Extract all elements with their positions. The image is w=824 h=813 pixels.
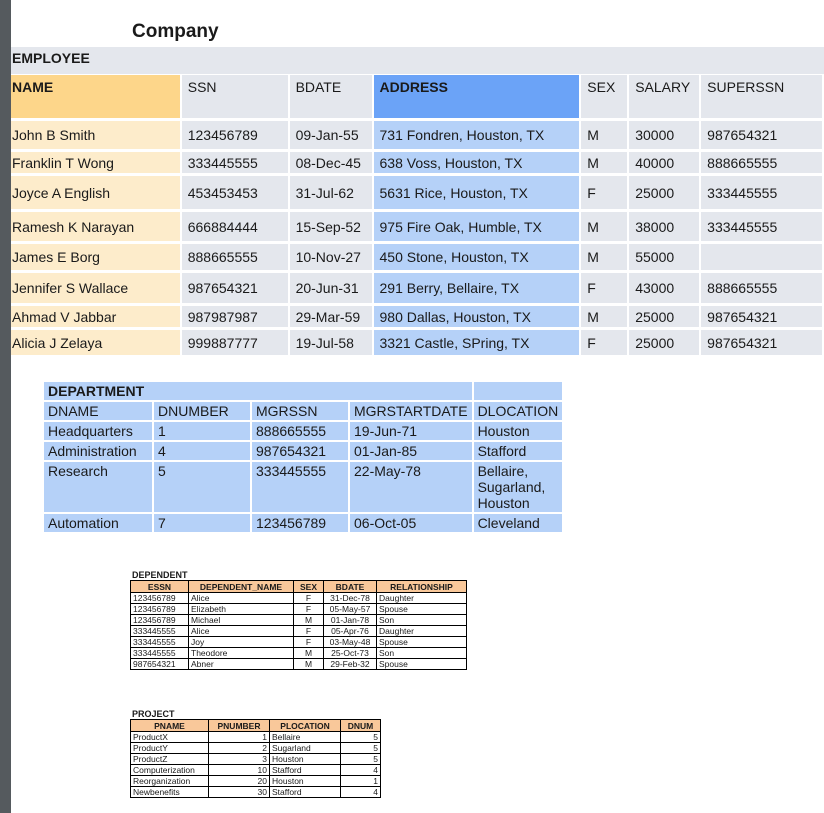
project-cell: 1	[209, 732, 270, 743]
project-row	[131, 787, 381, 798]
project-row	[131, 732, 381, 743]
page-title: Company	[132, 21, 219, 42]
employee-cell: 999887777	[181, 329, 289, 357]
employee-cell: 40000	[628, 151, 700, 175]
project-header-cell: PNUMBER	[209, 720, 270, 732]
department-header-cell: MGRSTARTDATE	[349, 401, 473, 421]
employee-row	[11, 120, 823, 151]
dependent-header-cell: DEPENDENT_NAME	[189, 581, 294, 593]
employee-row	[11, 329, 823, 357]
employee-cell: 25000	[628, 305, 700, 329]
employee-cell: John B Smith	[11, 120, 181, 151]
dependent-cell: Michael	[189, 615, 294, 626]
dependent-cell: 333445555	[131, 648, 189, 659]
employee-cell: Alicia J Zelaya	[11, 329, 181, 357]
department-row	[43, 461, 563, 513]
employee-cell: M	[580, 305, 628, 329]
employee-cell: 450 Stone, Houston, TX	[373, 243, 581, 272]
dependent-row	[131, 593, 467, 604]
employee-header-cell: ADDRESS	[373, 75, 581, 120]
department-cell: 333445555	[251, 461, 349, 513]
employee-row	[11, 272, 823, 305]
dependent-cell: 05-Apr-76	[324, 626, 377, 637]
project-table-title: PROJECT	[132, 709, 175, 719]
department-title-spacer	[473, 381, 564, 401]
department-cell: 01-Jan-85	[349, 441, 473, 461]
dependent-cell: M	[294, 648, 324, 659]
employee-cell: 09-Jan-55	[289, 120, 373, 151]
employee-cell: Joyce A English	[11, 175, 181, 211]
dependent-table-title: DEPENDENT	[132, 570, 188, 580]
employee-cell: Ramesh K Narayan	[11, 211, 181, 243]
employee-cell: Franklin T Wong	[11, 151, 181, 175]
project-cell: Stafford	[270, 765, 341, 776]
dependent-table	[130, 580, 467, 670]
employee-cell: 123456789	[181, 120, 289, 151]
employee-cell: 15-Sep-52	[289, 211, 373, 243]
department-cell: 1	[153, 421, 251, 441]
dependent-row	[131, 637, 467, 648]
department-title-row	[43, 381, 563, 401]
employee-cell: 987654321	[700, 120, 823, 151]
project-header-cell: PLOCATION	[270, 720, 341, 732]
project-cell: Reorganization	[131, 776, 209, 787]
dependent-cell: Abner	[189, 659, 294, 670]
department-cell: 7	[153, 513, 251, 533]
employee-cell: M	[580, 120, 628, 151]
dependent-header-cell: ESSN	[131, 581, 189, 593]
department-table-title: DEPARTMENT	[43, 381, 473, 401]
department-cell: 5	[153, 461, 251, 513]
dependent-cell: Son	[377, 615, 467, 626]
employee-header-cell: NAME	[11, 75, 181, 120]
department-cell: 4	[153, 441, 251, 461]
dependent-cell: Theodore	[189, 648, 294, 659]
employee-cell: Jennifer S Wallace	[11, 272, 181, 305]
dependent-cell: 123456789	[131, 593, 189, 604]
department-cell: 22-May-78	[349, 461, 473, 513]
department-cell: Stafford	[473, 441, 564, 461]
project-cell: ProductZ	[131, 754, 209, 765]
dependent-row	[131, 615, 467, 626]
employee-cell: 888665555	[700, 151, 823, 175]
department-header-cell: DNUMBER	[153, 401, 251, 421]
employee-cell: 453453453	[181, 175, 289, 211]
employee-cell: 666884444	[181, 211, 289, 243]
project-table	[130, 719, 381, 798]
project-cell: 4	[341, 787, 381, 798]
left-sidebar-edge	[0, 0, 11, 813]
project-cell: Houston	[270, 776, 341, 787]
dependent-cell: F	[294, 637, 324, 648]
dependent-cell: 25-Oct-73	[324, 648, 377, 659]
dependent-cell: Son	[377, 648, 467, 659]
dependent-row	[131, 604, 467, 615]
employee-cell: 975 Fire Oak, Humble, TX	[373, 211, 581, 243]
dependent-cell: Daughter	[377, 626, 467, 637]
project-cell: 5	[341, 743, 381, 754]
employee-cell: 638 Voss, Houston, TX	[373, 151, 581, 175]
employee-cell: F	[580, 272, 628, 305]
department-cell: Bellaire, Sugarland, Houston	[473, 461, 564, 513]
project-cell: Bellaire	[270, 732, 341, 743]
employee-cell: 333445555	[181, 151, 289, 175]
project-cell: 20	[209, 776, 270, 787]
employee-cell: F	[580, 329, 628, 357]
department-row	[43, 421, 563, 441]
project-cell: 1	[341, 776, 381, 787]
project-cell: Sugarland	[270, 743, 341, 754]
employee-cell: 987654321	[700, 305, 823, 329]
department-row	[43, 441, 563, 461]
project-cell: 10	[209, 765, 270, 776]
employee-row	[11, 151, 823, 175]
employee-cell: Ahmad V Jabbar	[11, 305, 181, 329]
project-cell: ProductX	[131, 732, 209, 743]
dependent-cell: M	[294, 615, 324, 626]
department-cell: Cleveland	[473, 513, 564, 533]
dependent-cell: Elizabeth	[189, 604, 294, 615]
dependent-row	[131, 659, 467, 670]
dependent-cell: M	[294, 659, 324, 670]
project-cell: Computerization	[131, 765, 209, 776]
employee-cell: 43000	[628, 272, 700, 305]
employee-header-row	[11, 75, 823, 120]
dependent-cell: 01-Jan-78	[324, 615, 377, 626]
department-header-cell: DLOCATION	[473, 401, 564, 421]
department-cell: Research	[43, 461, 153, 513]
employee-header-cell: BDATE	[289, 75, 373, 120]
dependent-cell: 987654321	[131, 659, 189, 670]
employee-cell: 987987987	[181, 305, 289, 329]
dependent-cell: 123456789	[131, 615, 189, 626]
project-row	[131, 776, 381, 787]
employee-header-cell: SEX	[580, 75, 628, 120]
dependent-cell: Spouse	[377, 604, 467, 615]
dependent-cell: Alice	[189, 626, 294, 637]
employee-header-cell: SUPERSSN	[700, 75, 823, 120]
dependent-cell: Daughter	[377, 593, 467, 604]
employee-cell: 38000	[628, 211, 700, 243]
dependent-cell: Joy	[189, 637, 294, 648]
dependent-header-cell: SEX	[294, 581, 324, 593]
dependent-cell: 333445555	[131, 626, 189, 637]
employee-cell: 5631 Rice, Houston, TX	[373, 175, 581, 211]
project-row	[131, 754, 381, 765]
department-header-cell: DNAME	[43, 401, 153, 421]
department-table	[42, 380, 564, 534]
employee-table	[11, 75, 824, 358]
dependent-cell: 31-Dec-78	[324, 593, 377, 604]
employee-row	[11, 243, 823, 272]
employee-cell: F	[580, 175, 628, 211]
project-header-cell: DNUM	[341, 720, 381, 732]
employee-cell: 731 Fondren, Houston, TX	[373, 120, 581, 151]
department-cell: 19-Jun-71	[349, 421, 473, 441]
dependent-cell: 333445555	[131, 637, 189, 648]
department-cell: 987654321	[251, 441, 349, 461]
dependent-cell: Spouse	[377, 637, 467, 648]
employee-cell: 980 Dallas, Houston, TX	[373, 305, 581, 329]
employee-row	[11, 175, 823, 211]
dependent-cell: 29-Feb-32	[324, 659, 377, 670]
dependent-header-cell: BDATE	[324, 581, 377, 593]
project-cell: Newbenefits	[131, 787, 209, 798]
employee-cell	[700, 243, 823, 272]
dependent-cell: Spouse	[377, 659, 467, 670]
employee-row	[11, 305, 823, 329]
department-cell: 06-Oct-05	[349, 513, 473, 533]
employee-cell: 20-Jun-31	[289, 272, 373, 305]
employee-cell: 25000	[628, 175, 700, 211]
department-cell: 123456789	[251, 513, 349, 533]
employee-cell: James E Borg	[11, 243, 181, 272]
employee-cell: 333445555	[700, 211, 823, 243]
employee-cell: 55000	[628, 243, 700, 272]
employee-cell: 31-Jul-62	[289, 175, 373, 211]
employee-cell: M	[580, 211, 628, 243]
project-cell: Houston	[270, 754, 341, 765]
project-row	[131, 743, 381, 754]
department-row	[43, 513, 563, 533]
project-header-cell: PNAME	[131, 720, 209, 732]
dependent-cell: 05-May-57	[324, 604, 377, 615]
project-cell: 3	[209, 754, 270, 765]
employee-cell: 888665555	[700, 272, 823, 305]
department-cell: Houston	[473, 421, 564, 441]
employee-cell: 29-Mar-59	[289, 305, 373, 329]
employee-table-title: EMPLOYEE	[11, 47, 824, 74]
department-cell: Administration	[43, 441, 153, 461]
employee-cell: 30000	[628, 120, 700, 151]
dependent-row	[131, 648, 467, 659]
employee-header-cell: SSN	[181, 75, 289, 120]
employee-cell: 888665555	[181, 243, 289, 272]
employee-cell: M	[580, 151, 628, 175]
project-row	[131, 765, 381, 776]
employee-cell: 08-Dec-45	[289, 151, 373, 175]
dependent-header-row	[131, 581, 467, 593]
dependent-cell: 123456789	[131, 604, 189, 615]
project-header-row	[131, 720, 381, 732]
dependent-cell: F	[294, 604, 324, 615]
employee-cell: 987654321	[700, 329, 823, 357]
employee-cell: 3321 Castle, SPring, TX	[373, 329, 581, 357]
project-cell: ProductY	[131, 743, 209, 754]
project-cell: Stafford	[270, 787, 341, 798]
department-cell: Headquarters	[43, 421, 153, 441]
project-cell: 5	[341, 754, 381, 765]
department-header-cell: MGRSSN	[251, 401, 349, 421]
employee-header-cell: SALARY	[628, 75, 700, 120]
department-header-row	[43, 401, 563, 421]
employee-cell: M	[580, 243, 628, 272]
project-cell: 2	[209, 743, 270, 754]
project-cell: 4	[341, 765, 381, 776]
department-cell: 888665555	[251, 421, 349, 441]
employee-cell: 25000	[628, 329, 700, 357]
project-cell: 30	[209, 787, 270, 798]
department-cell: Automation	[43, 513, 153, 533]
employee-cell: 987654321	[181, 272, 289, 305]
dependent-row	[131, 626, 467, 637]
dependent-header-cell: RELATIONSHIP	[377, 581, 467, 593]
employee-cell: 10-Nov-27	[289, 243, 373, 272]
dependent-cell: F	[294, 626, 324, 637]
employee-cell: 333445555	[700, 175, 823, 211]
dependent-cell: 03-May-48	[324, 637, 377, 648]
employee-cell: 291 Berry, Bellaire, TX	[373, 272, 581, 305]
employee-cell: 19-Jul-58	[289, 329, 373, 357]
dependent-cell: Alice	[189, 593, 294, 604]
project-cell: 5	[341, 732, 381, 743]
employee-row	[11, 211, 823, 243]
dependent-cell: F	[294, 593, 324, 604]
